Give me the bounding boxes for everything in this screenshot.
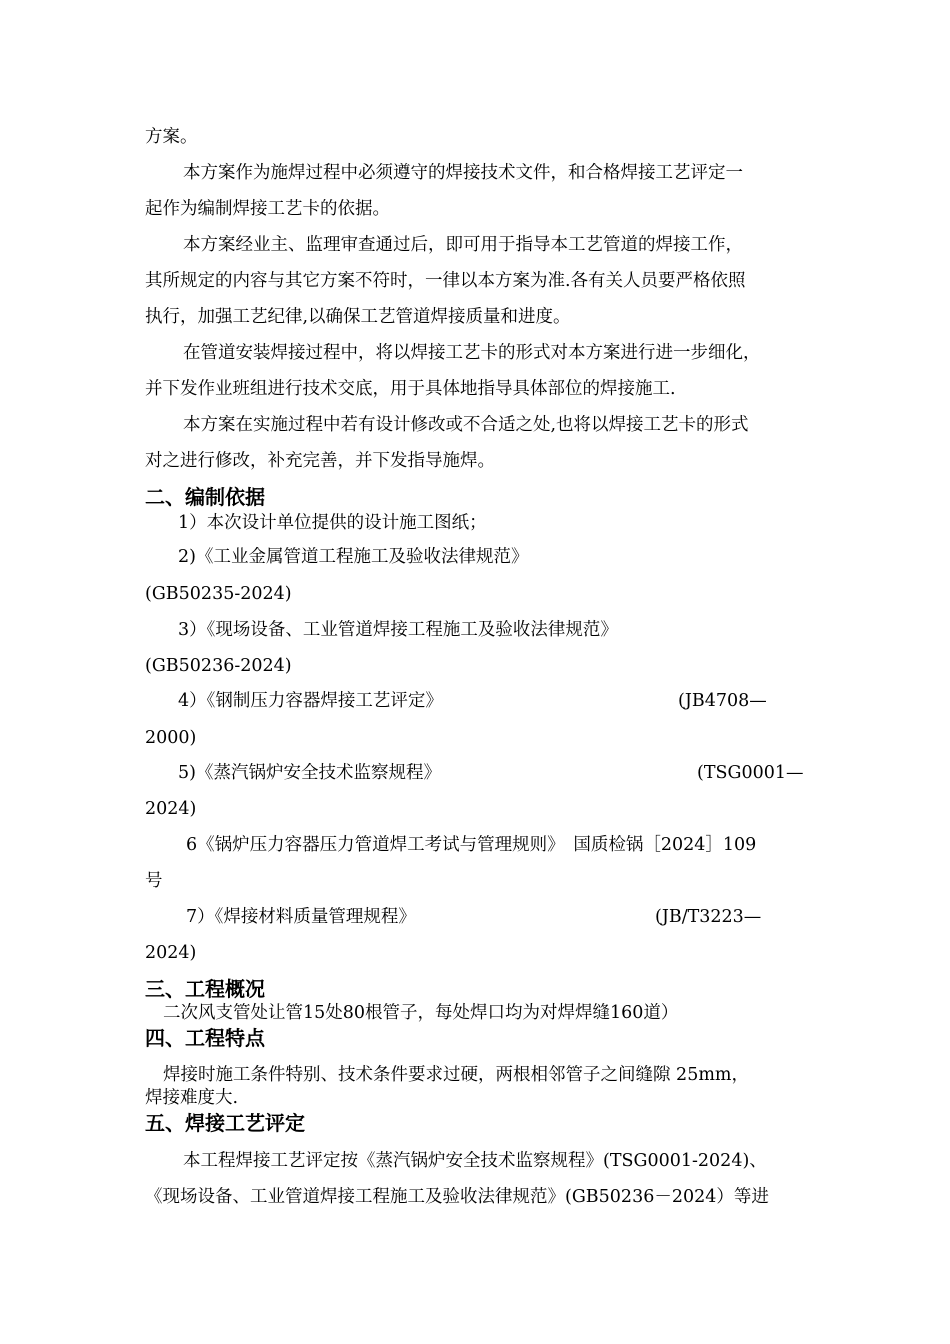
paragraph-line: 《现场设备、工业管道焊接工程施工及验收法律规范》(GB50236－2024）等进	[145, 1187, 769, 1207]
paragraph-line: 焊接难度大.	[145, 1088, 239, 1108]
reference-item: 7）《焊接材料质量管理规程》	[186, 907, 416, 927]
reference-code-continued: 2000)	[145, 728, 197, 748]
section-heading-basis: 二、编制依据	[145, 485, 265, 509]
paragraph-line: 本方案在实施过程中若有设计修改或不合适之处,也将以焊接工艺卡的形式	[183, 415, 749, 435]
reference-item: 2)《工业金属管道工程施工及验收法律规范》	[178, 547, 529, 567]
paragraph-line: 本工程焊接工艺评定按《蒸汽锅炉安全技术监察规程》(TSG0001-2024)、	[183, 1151, 767, 1171]
paragraph-line: 本方案作为施焊过程中必须遵守的焊接技术文件，和合格焊接工艺评定一	[183, 163, 743, 183]
reference-item: 4）《钢制压力容器焊接工艺评定》	[178, 691, 443, 711]
section-heading-features: 四、工程特点	[145, 1026, 265, 1050]
section-heading-procedure-qualification: 五、焊接工艺评定	[145, 1111, 305, 1135]
reference-code: (JB/T3223—	[655, 907, 762, 927]
paragraph-line: 二次风支管处让管15处80根管子，每处焊口均为对焊焊缝160道）	[163, 1003, 679, 1023]
paragraph-line: 起作为编制焊接工艺卡的依据。	[145, 199, 390, 219]
reference-code: (TSG0001—	[697, 763, 804, 783]
paragraph-line: 方案。	[145, 127, 198, 147]
paragraph-line: 对之进行修改，补充完善，并下发指导施焊。	[145, 451, 495, 471]
paragraph-line: 并下发作业班组进行技术交底，用于具体地指导具体部位的焊接施工.	[145, 379, 676, 399]
reference-code-continued: 号	[145, 871, 163, 891]
paragraph-line: 本方案经业主、监理审查通过后，即可用于指导本工艺管道的焊接工作，	[183, 235, 743, 255]
paragraph-line: 执行，加强工艺纪律,以确保工艺管道焊接质量和进度。	[145, 307, 571, 327]
reference-code: (GB50235-2024)	[145, 584, 292, 604]
paragraph-line: 焊接时施工条件特别、技术条件要求过硬，两根相邻管子之间缝隙 25mm，	[163, 1065, 750, 1085]
reference-item: 3）《现场设备、工业管道焊接工程施工及验收法律规范》	[178, 620, 618, 640]
reference-code-continued: 2024)	[145, 943, 197, 963]
paragraph-line: 其所规定的内容与其它方案不符时，一律以本方案为准.各有关人员要严格依照	[145, 271, 746, 291]
reference-code: (GB50236-2024)	[145, 656, 292, 676]
reference-code-continued: 2024)	[145, 799, 197, 819]
reference-item: 1）本次设计单位提供的设计施工图纸；	[178, 513, 487, 533]
paragraph-line: 在管道安装焊接过程中，将以焊接工艺卡的形式对本方案进行进一步细化，	[183, 343, 761, 363]
reference-code: (JB4708—	[678, 691, 767, 711]
reference-item: 5)《蒸汽锅炉安全技术监察规程》	[178, 763, 441, 783]
reference-item: 6《锅炉压力容器压力管道焊工考试与管理规则》 国质检锅［2024］109	[186, 835, 757, 855]
section-heading-overview: 三、工程概况	[145, 977, 265, 1001]
